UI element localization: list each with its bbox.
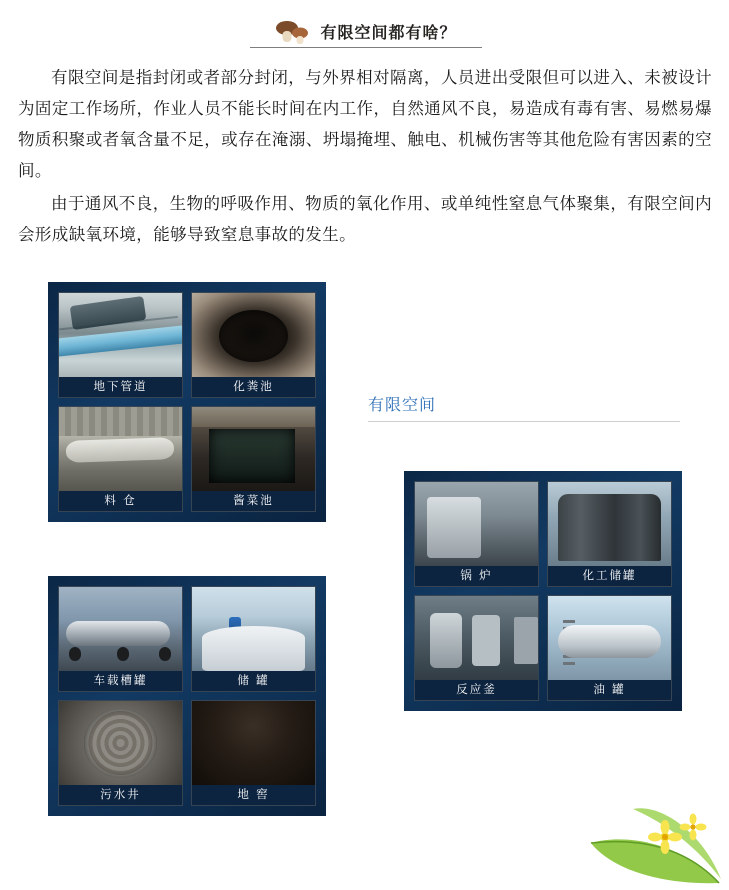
photo-cell bbox=[191, 406, 316, 512]
photo-caption: 油 罐 bbox=[548, 680, 671, 700]
paragraph-1: 有限空间是指封闭或者部分封闭，与外界相对隔离，人员进出受限但可以进入、未被设计为固定工作场所，作业人员不能长时间在内工作，自然通风不良，易造成有毒有害、易燃易爆物质积聚或者氧含量不足，或存在淹溺、坍塌掩埋、触电、机械伤害等其他危险有害因素的空间。 bbox=[18, 68, 712, 180]
photo-image-reactor bbox=[415, 596, 538, 680]
photo-caption: 污水井 bbox=[59, 785, 182, 805]
photo-grid bbox=[58, 292, 316, 512]
photo-image-oil-tank bbox=[548, 596, 671, 680]
photo-cell bbox=[547, 595, 672, 701]
section-label bbox=[368, 392, 680, 422]
photo-caption: 地 窖 bbox=[192, 785, 315, 805]
title-underline bbox=[250, 47, 482, 48]
photo-panel-left-bottom bbox=[48, 576, 326, 816]
photo-cell bbox=[414, 595, 539, 701]
leaf-flower-decoration-icon bbox=[569, 775, 729, 885]
photo-cell bbox=[414, 481, 539, 587]
photo-caption: 地下管道 bbox=[59, 377, 182, 397]
photo-caption: 反应釜 bbox=[415, 680, 538, 700]
photo-image-sewage-well bbox=[59, 701, 182, 785]
page-title-text: 有限空间都有啥？ bbox=[320, 24, 457, 42]
photo-cell bbox=[58, 292, 183, 398]
mushroom-icon bbox=[272, 16, 312, 46]
photo-panel-left-top bbox=[48, 282, 326, 522]
photo-image-pickle-pit bbox=[192, 407, 315, 491]
photo-image-cellar bbox=[192, 701, 315, 785]
photo-panel-right bbox=[404, 471, 682, 711]
photo-caption: 储 罐 bbox=[192, 671, 315, 691]
photo-cell bbox=[58, 700, 183, 806]
section-label-text: 有限空间 bbox=[368, 397, 437, 414]
photo-cell bbox=[191, 292, 316, 398]
photo-caption: 化粪池 bbox=[192, 377, 315, 397]
photo-image-boiler bbox=[415, 482, 538, 566]
photo-grid bbox=[414, 481, 672, 701]
photo-image-septic-tank bbox=[192, 293, 315, 377]
photo-caption: 化工储罐 bbox=[548, 566, 671, 586]
photo-caption: 车载槽罐 bbox=[59, 671, 182, 691]
photo-caption: 酱菜池 bbox=[192, 491, 315, 511]
photo-image-storage-tank bbox=[192, 587, 315, 671]
body-text bbox=[18, 62, 712, 252]
photo-image-chemical-tank bbox=[548, 482, 671, 566]
photo-cell bbox=[58, 586, 183, 692]
photo-image-tanker-truck bbox=[59, 587, 182, 671]
photo-cell bbox=[191, 700, 316, 806]
photo-cell bbox=[58, 406, 183, 512]
photo-image-underground-pipe bbox=[59, 293, 182, 377]
photo-image-silo bbox=[59, 407, 182, 491]
photo-cell bbox=[547, 481, 672, 587]
photo-grid bbox=[58, 586, 316, 806]
paragraph-2: 由于通风不良，生物的呼吸作用、物质的氧化作用、或单纯性窒息气体聚集，有限空间内会形成缺氧环境，能够导致窒息事故的发生。 bbox=[18, 194, 712, 244]
title-inner bbox=[272, 16, 456, 46]
photo-caption: 料 仓 bbox=[59, 491, 182, 511]
page-title bbox=[0, 16, 729, 46]
photo-caption: 锅 炉 bbox=[415, 566, 538, 586]
section-label-rule bbox=[368, 421, 680, 422]
photo-cell bbox=[191, 586, 316, 692]
